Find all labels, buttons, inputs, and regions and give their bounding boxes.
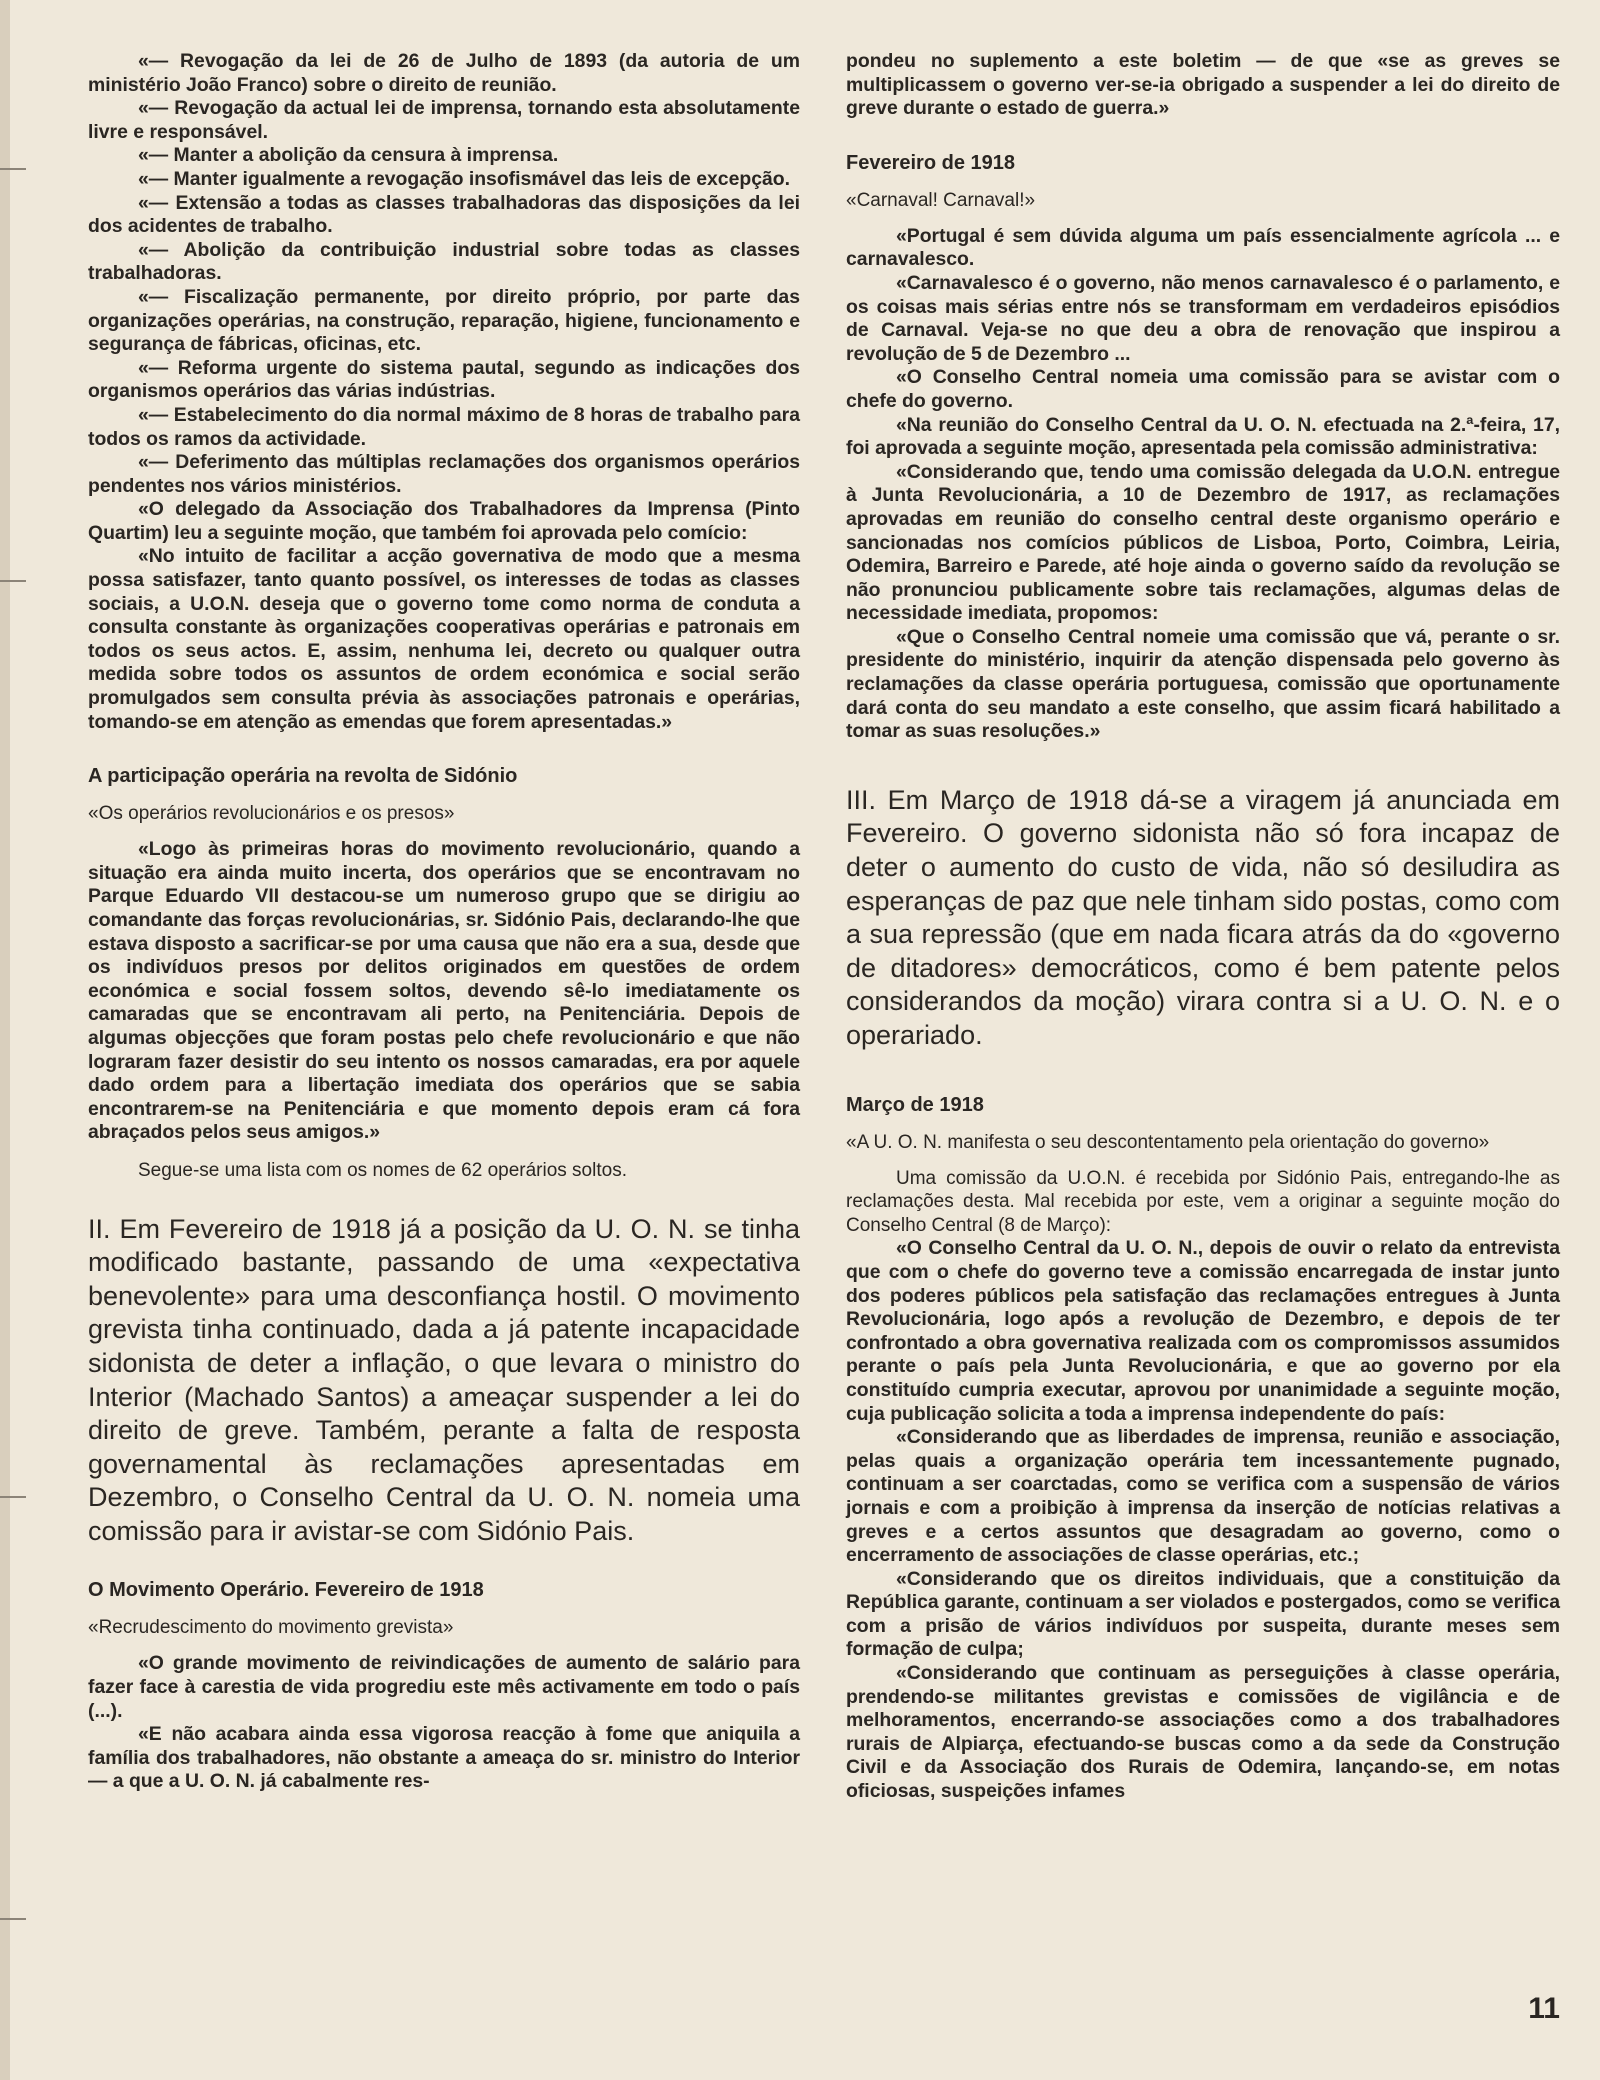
list-item: «— Manter a abolição da censura à imprensa. — [138, 144, 559, 167]
quote-paragraph: «O grande movimento de reivindicações de aumento de salário para fazer face à carestia de vida progrediu este mês activamente em todo o país (...). — [88, 1652, 800, 1722]
list-item: «— Estabelecimento do dia normal máximo de 8 horas de trabalho para todos os ramos da actividade. — [88, 403, 800, 450]
quote-paragraph: «Na reunião do Conselho Central da U. O. N. efectuada na 2.ª-feira, 17, foi aprovada a seguinte moção, apresentada pela comissão administrativa: — [846, 413, 1560, 460]
section-heading: Março de 1918 — [846, 1093, 984, 1116]
margin-mark — [0, 1918, 26, 1920]
section-subtitle: «Os operários revolucionários e os presos» — [88, 803, 455, 825]
body-paragraph: Uma comissão da U.O.N. é recebida por Sidónio Pais, entregando-lhe as reclamações desta. Mal recebida por este, vem a originar a seguinte moção do Conselho Central (8 de Março): — [846, 1167, 1560, 1236]
section-subtitle: «Recrudescimento do movimento grevista» — [88, 1617, 454, 1639]
margin-mark — [0, 1496, 26, 1498]
quote-paragraph: «O delegado da Associação dos Trabalhadores da Imprensa (Pinto Quartim) leu a seguinte moção, que também foi aprovada pelo comício: — [88, 498, 800, 544]
list-item: «— Deferimento das múltiplas reclamações dos organismos operários pendentes nos vários ministérios. — [88, 451, 800, 497]
margin-mark — [0, 580, 26, 582]
right-column — [846, 50, 1560, 1804]
section-heading: O Movimento Operário. Fevereiro de 1918 — [88, 1579, 484, 1602]
section-subtitle: «Carnaval! Carnaval!» — [846, 189, 1036, 211]
list-item: «— Abolição da contribuição industrial sobre todas as classes trabalhadoras. — [88, 238, 800, 285]
list-item: «— Reforma urgente do sistema pautal, segundo as indicações dos organismos operários das várias indústrias. — [88, 356, 800, 403]
quote-paragraph: «Considerando que os direitos individuais, que a constituição da República garante, continuam a ser violados e postergados, como se verifica com a prisão de vários indivíduos por suspeita, durante meses sem formação de culpa; — [846, 1567, 1560, 1661]
quote-paragraph: «Que o Conselho Central nomeie uma comissão que vá, perante o sr. presidente do ministério, inquirir da atenção dispensada pelo governo às reclamações da classe operária portuguesa, comissão que oportunamente dará conta do seu mandato a este conselho, que assim ficará habilitado a tomar as suas resoluções.» — [846, 625, 1560, 743]
body-paragraph: Segue-se uma lista com os nomes de 62 operários soltos. — [138, 1159, 627, 1181]
quote-paragraph: «Considerando que continuam as perseguições à classe operária, prendendo-se militantes grevistas e comissões de vigilância e de melhoramentos, encerrando-se associações como a dos trabalhadores rurais de Alpiarça, efectuando-se buscas como a da sede da Construção Civil e da Associação dos Rurais de Odemira, lançando-se, em notas oficiosas, suspeições infames — [846, 1662, 1560, 1803]
quote-paragraph: «Considerando que as liberdades de imprensa, reunião e associação, pelas quais a organização operária tem incessantemente pugnado, continuam a ser coarctadas, como se verifica com a suspensão de vários jornais e com a proibição à imprensa da inserção de notícias relativas a greves e a certos assuntos que desagradam ao governo, como o encerramento de associações de classe operárias, etc.; — [846, 1426, 1560, 1567]
list-item: «— Revogação da actual lei de imprensa, tornando esta absolutamente livre e responsável. — [88, 97, 800, 143]
section-heading: Fevereiro de 1918 — [846, 151, 1015, 174]
quote-paragraph: «E não acabara ainda essa vigorosa reacção à fome que aniquila a família dos trabalhadores, não obstante a ameaça do sr. ministro do Interior — a que a U. O. N. já cabalmente res- — [88, 1723, 800, 1793]
quote-paragraph: «Logo às primeiras horas do movimento revolucionário, quando a situação era ainda muito incerta, dos operários que se encontravam no Parque Eduardo VII destacou-se um numeroso grupo que se dirigiu ao comandante das forças revolucionárias, sr. Sidónio Pais, declarando-lhe que estava disposto a sacrificar-se por uma causa que não era a sua, desde que os indivíduos presos por delitos originados em questões de ordem económica e social fossem soltos, devendo sê-lo imediatamente os camaradas que se encontravam ali perto, na Penitenciária. Depois de algumas objecções que foram postas pelo chefe revolucionário e que não lograram fazer desistir do seu intento os nossos camaradas, era por aquele dado ordem para a libertação imediata dos operários que se sabia encontrarem-se na Penitenciária e que momento depois eram cá fora abraçados pelos seus amigos.» — [88, 838, 800, 1144]
list-item: «— Revogação da lei de 26 de Julho de 1893 (da autoria de um ministério João Franco) sobre o direito de reunião. — [88, 50, 800, 96]
quote-paragraph: «Considerando que, tendo uma comissão delegada da U.O.N. entregue à Junta Revolucionária, a 10 de Dezembro de 1917, as reclamações aprovadas em reunião do conselho central deste organismo operário e sancionadas nos comícios públicos de Lisboa, Porto, Coimbra, Leiria, Odemira, Barreiro e Parede, até hoje ainda o governo saído da revolução se não pronunciou publicamente sobre tais reclamações, algumas delas de necessidade imediata, propomos: — [846, 460, 1560, 625]
quote-paragraph: «Carnavalesco é o governo, não menos carnavalesco é o parlamento, e os coisas mais sérias entre nós se transformam em verdadeiros episódios de Carnaval. Veja-se no que deu a obra de renovação que inspirou a revolução de 5 de Dezembro ... — [846, 271, 1560, 365]
left-column — [88, 50, 800, 1794]
body-paragraph: pondeu no suplemento a este boletim — de que «se as greves se multiplicassem o governo ver-se-ia obrigado a suspender a lei do direito de greve durante o estado de guerra.» — [846, 50, 1560, 120]
list-item: «— Fiscalização permanente, por direito próprio, por parte das organizações operárias, na construção, reparação, higiene, funcionamento e segurança de fábricas, oficinas, etc. — [88, 285, 800, 356]
lead-paragraph: II. Em Fevereiro de 1918 já a posição da U. O. N. se tinha modificado bastante, passando de uma «expectativa benevolente» para uma desconfiança hostil. O movimento grevista tinha continuado, dada a já patente incapacidade sidonista de deter a inflação, o que levara o ministro do Interior (Machado Santos) a ameaçar suspender a lei do direito de greve. Também, perante a falta de resposta governamental às reclamações apresentadas em Dezembro, o Conselho Central da U. O. N. nomeia uma comissão para ir avistar-se com Sidónio Pais. — [88, 1213, 800, 1546]
list-item: «— Manter igualmente a revogação insofismável das leis de excepção. — [138, 167, 791, 190]
quote-paragraph: «Portugal é sem dúvida alguma um país essencialmente agrícola ... e carnavalesco. — [846, 224, 1560, 271]
list-item: «— Extensão a todas as classes trabalhadoras das disposições da lei dos acidentes de trabalho. — [88, 191, 800, 238]
section-heading: A participação operária na revolta de Sidónio — [88, 765, 518, 788]
page-number: 11 — [1528, 1992, 1560, 2025]
quote-paragraph: «O Conselho Central da U. O. N., depois de ouvir o relato da entrevista que com o chefe do governo teve a comissão encarregada de instar junto dos poderes públicos pela satisfação das reclamações entregues à Junta Revolucionária, logo após a revolução de Dezembro, e depois de ter confrontado a obra governativa realizada com os compromissos assumidos perante o país pela Junta Revolucionária, e que ao governo por ela constituído cumpria executar, aprovou por unanimidade a seguinte moção, cuja publicação solicita a toda a imprensa independente do país: — [846, 1237, 1560, 1425]
section-subtitle: «A U. O. N. manifesta o seu descontentamento pela orientação do governo» — [846, 1131, 1490, 1153]
quote-paragraph: «No intuito de facilitar a acção governativa de modo que a mesma possa satisfazer, tanto quanto possível, os interesses de todas as classes sociais, a U.O.N. deseja que o governo tome como norma de conduta a consulta constante às organizações cooperativas operárias e patronais em todos os seus actos. E, assim, nenhuma lei, decreto ou qualquer outra medida sobre todos os assuntos de ordem económica e social serão promulgados sem consulta prévia às associações patronais e operárias, tomando-se em atenção as emendas que forem apresentadas.» — [88, 545, 800, 733]
quote-paragraph: «O Conselho Central nomeia uma comissão para se avistar com o chefe do governo. — [846, 366, 1560, 412]
margin-mark — [0, 168, 26, 170]
lead-paragraph: III. Em Março de 1918 dá-se a viragem já anunciada em Fevereiro. O governo sidonista não só fora incapaz de deter o aumento do custo de vida, não só desiludira as esperanças de paz que nele tinham sido postas, como com a sua repressão (que em nada ficara atrás da do «governo de ditadores» democráticos, como é bem patente pelos considerandos da moção) virara contra si a U. O. N. e o operariado. — [846, 784, 1560, 1050]
